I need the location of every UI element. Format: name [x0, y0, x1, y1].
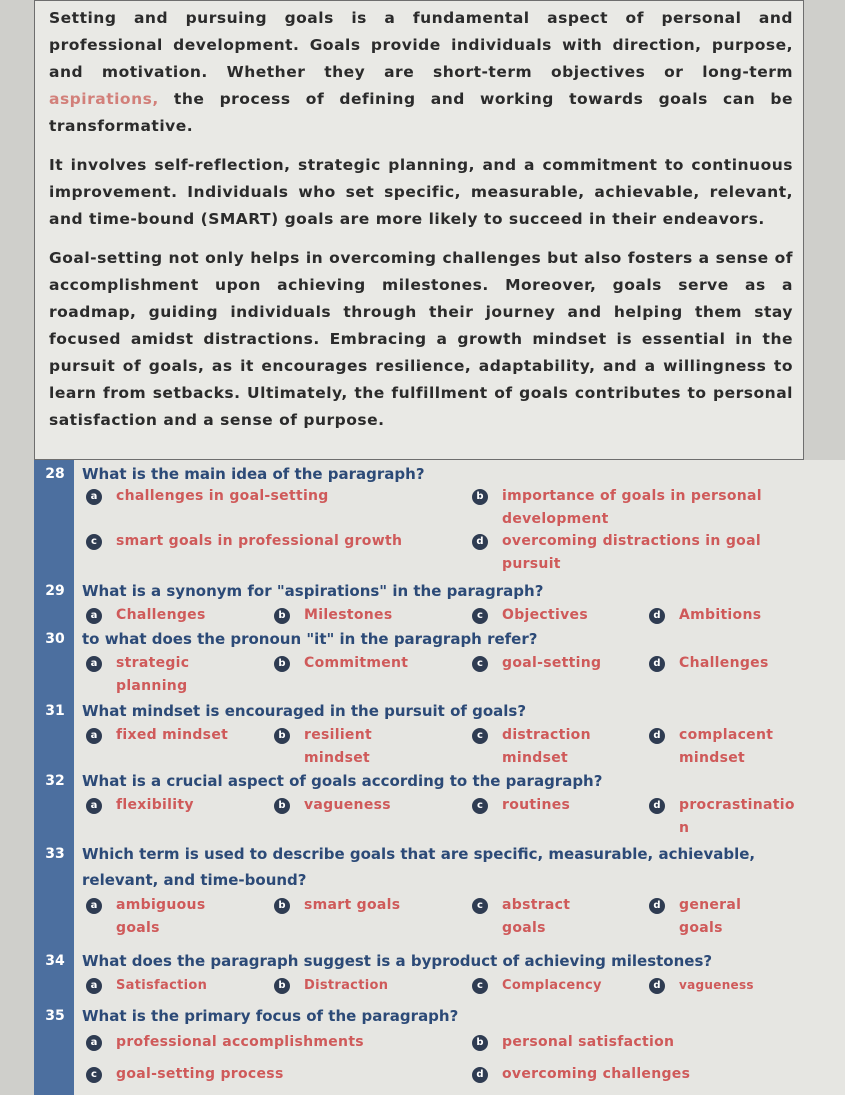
option-letter-badge: d [472, 1067, 488, 1083]
question-text: What mindset is encouraged in the pursuit of goals? [82, 702, 527, 720]
question-text: What is the main idea of the paragraph? [82, 465, 425, 483]
questions-section: 28 What is the main idea of the paragraph? a challenges in goal-setting b importance of goals in personal development c smart goals in professional growth d overcoming distractions in goal pursuit 29 What is a synonym for "aspirations" in the paragraph? a Challenges b Milestones c Objectives d Ambitions 30 to what does the pronoun "it" in the paragraph refer? a strategic planning b Commitment c goal-setting d Challenges 31 What mindset is encouraged in the pursuit of goals? a fixed mindset b resilient mindset c distraction mindset d complacent mindset 32 What is a crucial aspect of goals according to the paragraph? a flexibility b vagueness c routines d procrastination 33 Which term is used to describe goals that are specific, measurable, achievable, relevant, and time-bound? a ambiguous goals b smart goals c abstract goals d general goals 34 What does the paragraph suggest is a byproduct of achieving milestones? a Satisfaction b Distraction c Complacency d vagueness 35 What is the primary focus of the paragraph? a professional accomplishments b personal satisfaction c goal-setting process d overcoming challenges [74, 460, 845, 1095]
option-letter-badge: c [472, 898, 488, 914]
option-letter-badge: a [86, 898, 102, 914]
option-letter-badge: c [86, 1067, 102, 1083]
question-text: Which term is used to describe goals that are specific, measurable, achievable, relevant, and time-bound? [82, 845, 756, 889]
option-letter-badge: d [649, 798, 665, 814]
question-number: 34 [45, 953, 65, 969]
option-letter-badge: b [274, 898, 290, 914]
highlighted-word: aspirations, [49, 90, 159, 108]
option-letter-badge: d [649, 608, 665, 624]
option-letter-badge: c [472, 656, 488, 672]
passage-paragraph-1: Setting and pursuing goals is a fundamental aspect of personal and professional development. Goals provide individuals with direction, purpose, and motivation. Whether they are short-term objectives or long-term aspirations, the process of defining and working towards goals can be transformative. [49, 9, 793, 135]
question-text: What is a crucial aspect of goals according to the paragraph? [82, 772, 603, 790]
question-number: 35 [45, 1008, 65, 1024]
question-number: 32 [45, 773, 65, 789]
option-letter-badge: c [472, 608, 488, 624]
option-letter-badge: a [86, 798, 102, 814]
passage-paragraph-3: Goal-setting not only helps in overcoming challenges but also fosters a sense of accomplishment upon achieving milestones. Moreover, goals serve as a roadmap, guiding individuals through their journey and helping them stay focused amidst distractions. Embracing a growth mindset is essential in the pursuit of goals, as it encourages resilience, adaptability, and a willingness to learn from setbacks. Ultimately, the fulfillment of goals contributes to personal satisfaction and a sense of purpose. [49, 249, 793, 429]
option-letter-badge: d [649, 656, 665, 672]
option-letter-badge: d [649, 898, 665, 914]
option-letter-badge: a [86, 728, 102, 744]
option-letter-badge: d [649, 728, 665, 744]
question-number: 30 [45, 631, 65, 647]
option-letter-badge: c [472, 978, 488, 994]
question-text: to what does the pronoun "it" in the paragraph refer? [82, 630, 538, 648]
option-letter-badge: a [86, 656, 102, 672]
option-letter-badge: c [86, 534, 102, 550]
option-letter-badge: c [472, 798, 488, 814]
question-number: 28 [45, 466, 65, 482]
question-number: 33 [45, 846, 65, 862]
option-letter-badge: b [274, 728, 290, 744]
option-letter-badge: b [274, 608, 290, 624]
question-text: What is a synonym for "aspirations" in the paragraph? [82, 582, 544, 600]
option-letter-badge: c [472, 728, 488, 744]
option-letter-badge: b [274, 656, 290, 672]
reading-passage [34, 0, 804, 460]
question-text: What does the paragraph suggest is a byproduct of achieving milestones? [82, 952, 713, 970]
question-number: 31 [45, 703, 65, 719]
option-letter-badge: a [86, 1035, 102, 1051]
option-letter-badge: a [86, 978, 102, 994]
passage-paragraph-2: It involves self-reflection, strategic planning, and a commitment to continuous improvement. Individuals who set specific, measurable, achievable, relevant, and time-bound (SMART) goals are more likely to succeed in their endeavors. [49, 156, 793, 228]
option-letter-badge: b [274, 978, 290, 994]
question-number: 29 [45, 583, 65, 599]
option-letter-badge: d [649, 978, 665, 994]
option-letter-badge: d [472, 534, 488, 550]
option-letter-badge: b [472, 489, 488, 505]
option-letter-badge: b [274, 798, 290, 814]
option-letter-badge: b [472, 1035, 488, 1051]
option-letter-badge: a [86, 489, 102, 505]
question-text: What is the primary focus of the paragraph? [82, 1007, 459, 1025]
option-letter-badge: a [86, 608, 102, 624]
